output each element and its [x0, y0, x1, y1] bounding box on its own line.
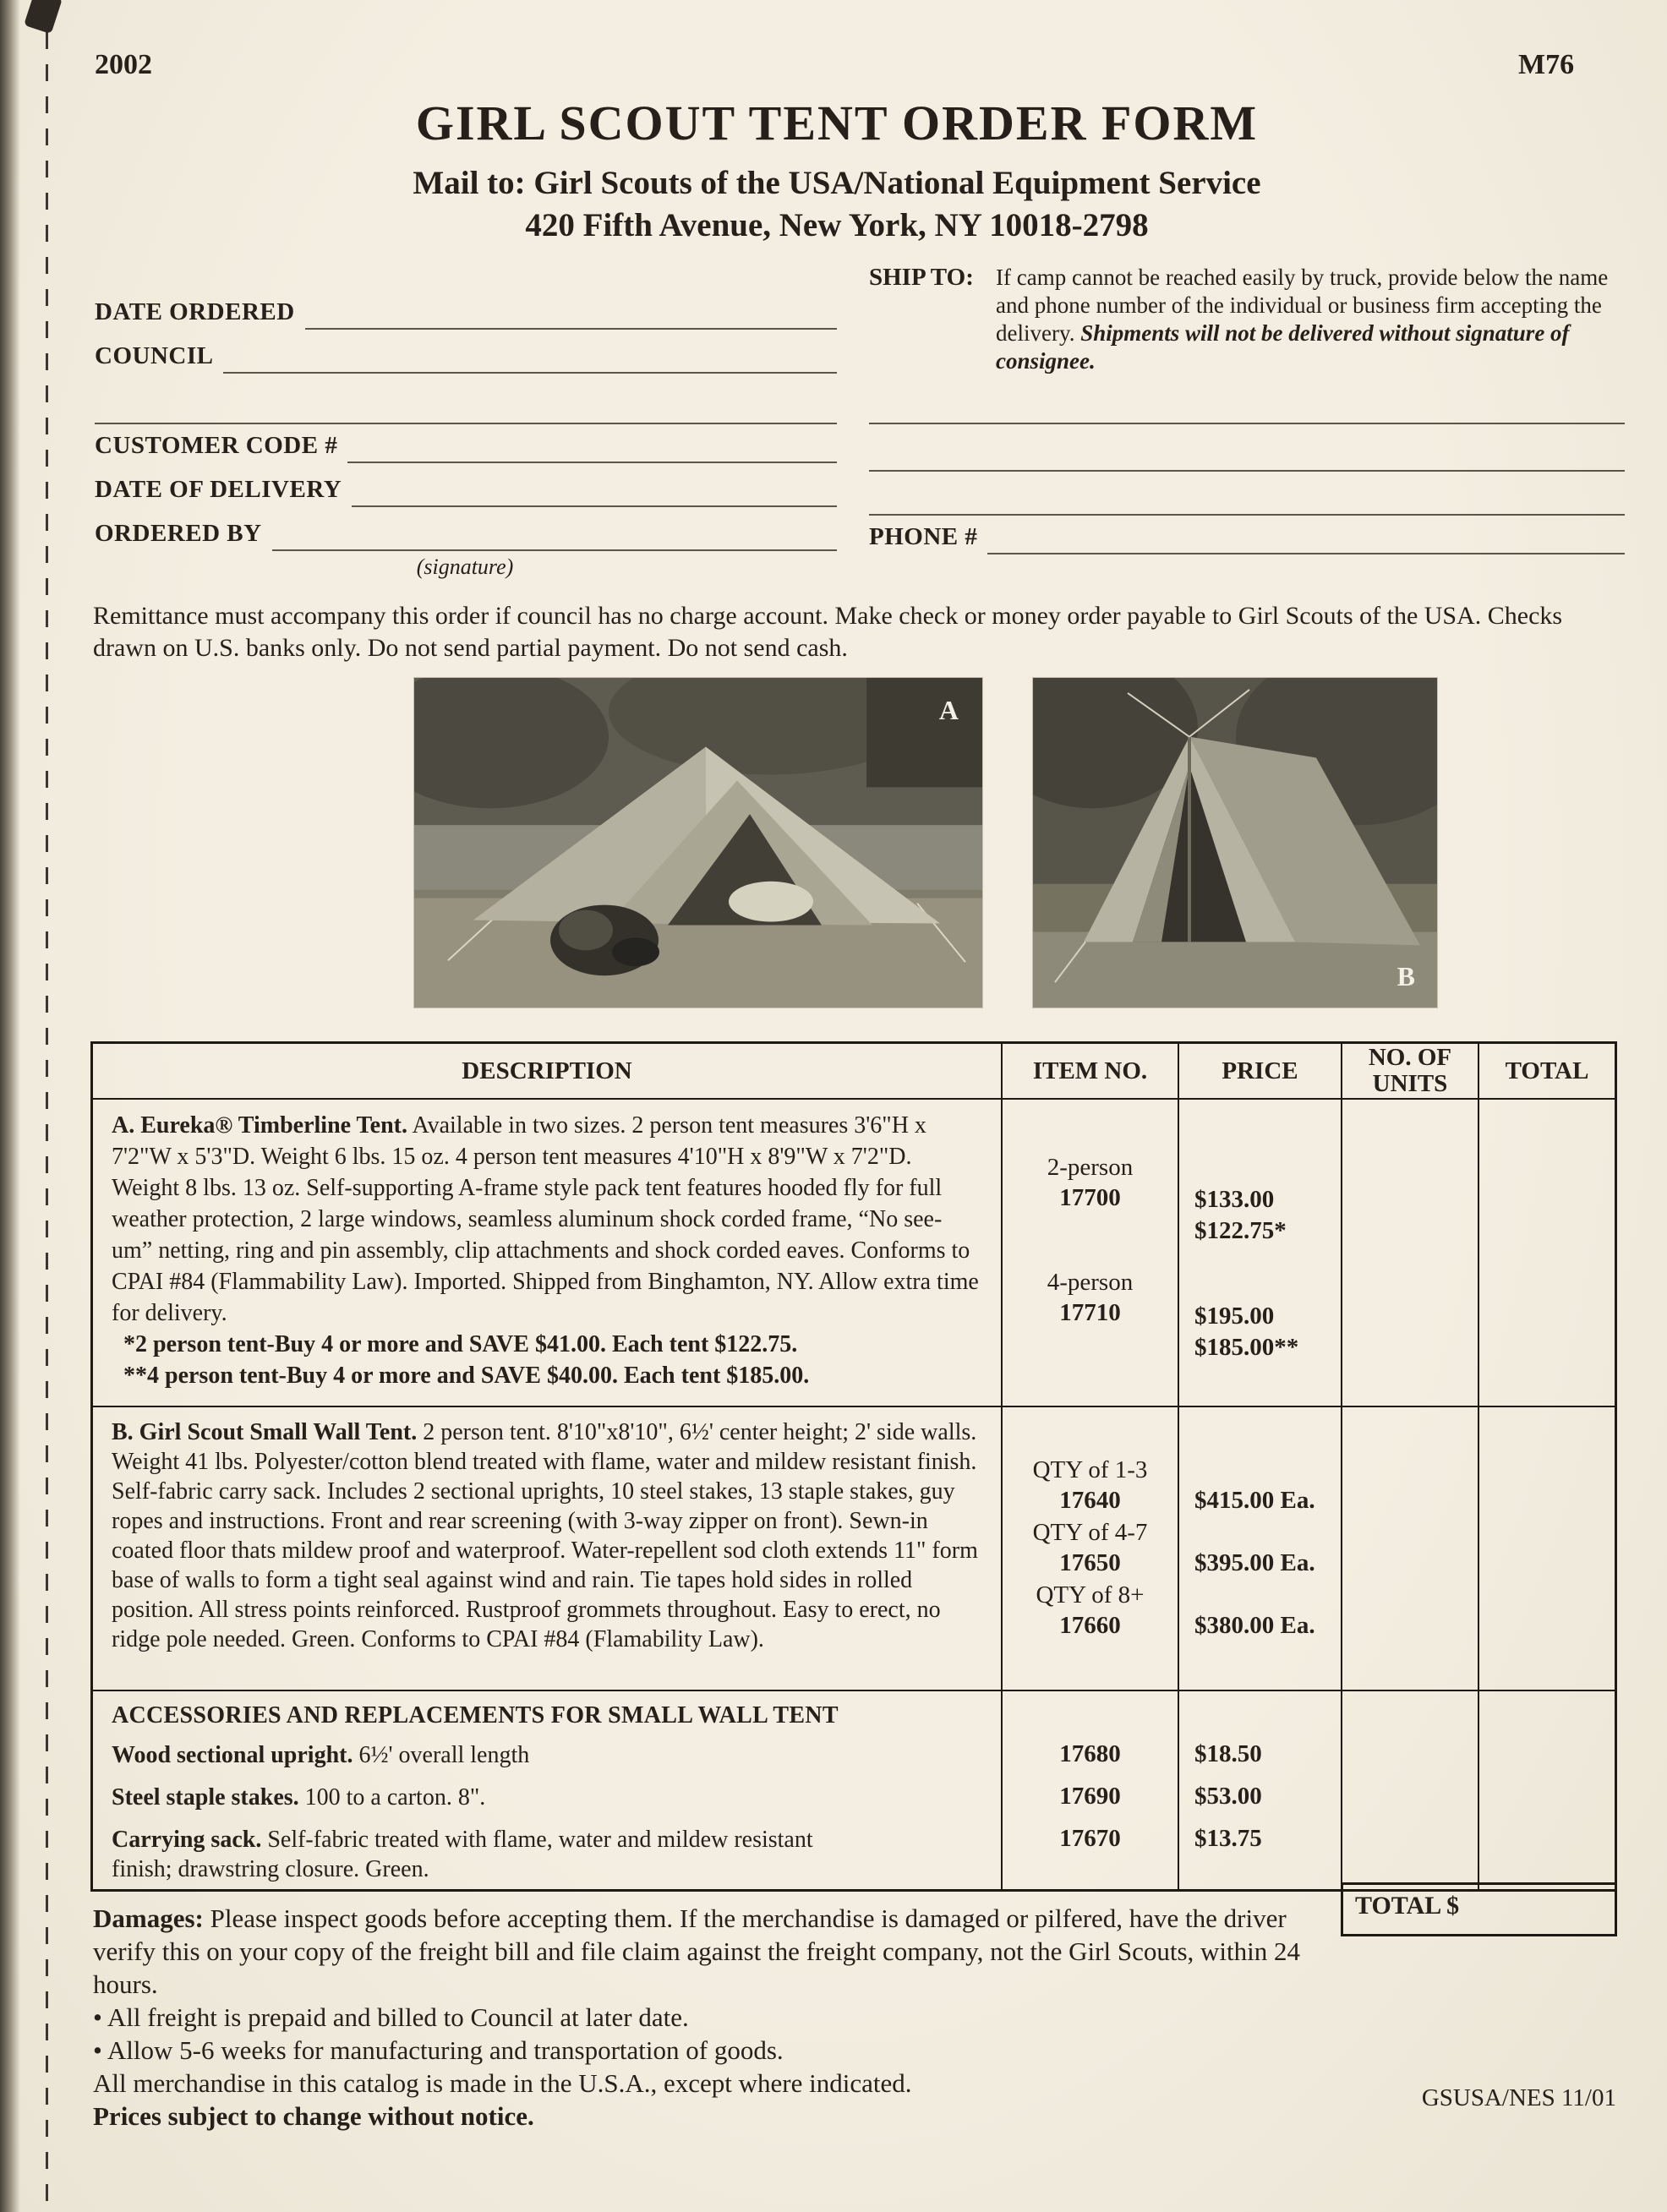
- damages-body: Please inspect goods before accepting them. If the merchandise is damaged or pilfered, have the driver verify this on your copy of the freight bill and file claim against the freight company, not the Girl Scouts, within 24 hours.: [93, 1903, 1300, 1999]
- accessories-header-price-cell: [1178, 1691, 1341, 1734]
- wall-tent-qty2-itemno: 17650: [1059, 1549, 1121, 1576]
- header-description: DESCRIPTION: [462, 1057, 632, 1084]
- date-of-delivery-label: DATE OF DELIVERY: [95, 476, 342, 503]
- wood-upright-title: Wood sectional upright.: [112, 1742, 353, 1768]
- footer-code: GSUSA/NES 11/01: [1421, 2084, 1616, 2111]
- timberline-4person-price: [1194, 1301, 1298, 1363]
- timberline-itemno-cell: [1001, 1100, 1178, 1406]
- scan-edge: [0, 0, 20, 2212]
- tent-a-image: [414, 678, 982, 1008]
- carrying-sack-title: Carrying sack.: [112, 1827, 262, 1853]
- header-item-no: ITEM NO.: [1001, 1044, 1178, 1098]
- accessories-header-units-cell: [1341, 1691, 1478, 1734]
- timberline-2person-label: 2-person: [1047, 1154, 1134, 1181]
- wall-tent-qty1-itemno: 17640: [1059, 1487, 1121, 1514]
- remittance-note: Remittance must accompany this order if council has no charge account. Make check or money order payable to Girl Scouts of the USA. Checks drawn on U.S. banks only. Do not send partial payment. Do not send cash.: [93, 602, 1563, 662]
- carrying-sack-units-cell[interactable]: [1341, 1818, 1478, 1889]
- ordered-by-label: ORDERED BY: [95, 520, 262, 547]
- accessory-row-carrying-sack: [93, 1818, 1615, 1889]
- carrying-sack-total-cell[interactable]: [1478, 1818, 1615, 1889]
- ship-to-label: SHIP TO:: [869, 264, 974, 291]
- timberline-body: Available in two sizes. 2 person tent measures 3'6"H x 7'2"W x 5'3"D. Weight 6 lbs. 15 oz. 4 person tent measures 4'10"H x 8'9"W x 7'2"D. Weight 8 lbs. 13 oz. Self-supporting A-frame style pack tent features hooded fly for full weather protection, 2 large windows, seamless aluminum shock corded frame, “No see-um” netting, ring and pin assembly, clip attachments and shock corded eaves. Conforms to CPAI #84 (Flammability Law). Imported. Shipped from Binghamton, NY. Allow extra time for delivery.: [112, 1112, 979, 1326]
- photo-a-label: A: [938, 695, 959, 725]
- date-ordered-label: DATE ORDERED: [95, 298, 295, 325]
- ordered-by-row: [95, 517, 837, 551]
- timberline-total-cell[interactable]: [1478, 1100, 1615, 1406]
- form-title: GIRL SCOUT TENT ORDER FORM: [415, 96, 1259, 150]
- wood-upright-price: $18.50: [1178, 1734, 1341, 1776]
- timberline-description: [112, 1110, 982, 1329]
- header-price: PRICE: [1178, 1044, 1341, 1098]
- wall-tent-qty3-itemno: 17660: [1059, 1612, 1121, 1639]
- customer-code-label: CUSTOMER CODE #: [95, 432, 338, 459]
- timberline-4person-price-discount: $185.00**: [1194, 1334, 1299, 1361]
- wood-upright-units-cell[interactable]: [1341, 1734, 1478, 1776]
- wall-tent-qty3-price: $380.00 Ea.: [1194, 1612, 1315, 1639]
- ship-to-line-2-row: [869, 438, 1625, 472]
- timberline-note-1: *2 person tent-Buy 4 or more and SAVE $41.00. Each tent $122.75.: [123, 1331, 798, 1357]
- wall-tent-title: B. Girl Scout Small Wall Tent.: [112, 1419, 418, 1445]
- council-row: [95, 340, 837, 374]
- timberline-price-cell: [1178, 1100, 1341, 1406]
- year-label: 2002: [95, 49, 152, 80]
- ship-to-text-emphasis: Shipments will not be delivered without signature of consignee.: [996, 320, 1570, 374]
- order-table: [90, 1041, 1617, 1892]
- phone-label: PHONE #: [869, 523, 978, 550]
- timberline-2person-price-list: $133.00: [1194, 1186, 1275, 1213]
- ordered-by-signature-field[interactable]: [272, 516, 837, 551]
- table-header-row: [93, 1044, 1615, 1098]
- scan-blot: [24, 0, 63, 34]
- wall-tent-itemno-cell: [1001, 1407, 1178, 1690]
- accessories-header-total-cell: [1478, 1691, 1615, 1734]
- grand-total-box[interactable]: [1341, 1882, 1617, 1936]
- carrying-sack-itemno: 17670: [1001, 1818, 1178, 1889]
- tent-b-image: [1033, 678, 1437, 1008]
- date-of-delivery-row: [95, 473, 837, 507]
- wall-tent-qty1-price: $415.00 Ea.: [1194, 1487, 1315, 1514]
- wood-upright-itemno: 17680: [1001, 1734, 1178, 1776]
- ship-to-line-1-row: [869, 391, 1625, 424]
- timberline-4person-price-list: $195.00: [1194, 1303, 1275, 1330]
- form-code-label: M76: [1518, 49, 1575, 80]
- accessories-header: ACCESSORIES AND REPLACEMENTS FOR SMALL WALL TENT: [112, 1702, 839, 1729]
- date-of-delivery-field[interactable]: [352, 472, 837, 507]
- wall-tent-description: [112, 1417, 982, 1654]
- wall-tent-description-cell: [93, 1407, 1001, 1690]
- accessory-row-steel-stakes: [93, 1776, 1615, 1818]
- ship-to-line-3-row: [869, 482, 1625, 516]
- customer-code-field[interactable]: [347, 428, 837, 463]
- timberline-units-cell[interactable]: [1341, 1100, 1478, 1406]
- wall-tent-qty3-item: [1003, 1580, 1178, 1641]
- accessories-header-itemno-cell: [1001, 1691, 1178, 1734]
- timberline-4person-label: 4-person: [1047, 1269, 1134, 1296]
- wood-upright-body: 6½' overall length: [353, 1742, 530, 1768]
- grand-total-label: TOTAL $: [1355, 1892, 1460, 1920]
- photo-b-label: B: [1396, 961, 1415, 991]
- steel-stakes-title: Steel staple stakes.: [112, 1784, 299, 1811]
- signature-note: (signature): [416, 554, 514, 579]
- council-field[interactable]: [223, 338, 837, 374]
- timberline-2person-price-discount: $122.75*: [1194, 1217, 1287, 1244]
- wood-upright-description: [93, 1734, 1001, 1776]
- ship-to-block: [869, 264, 1626, 375]
- timberline-note-2: **4 person tent-Buy 4 or more and SAVE $40.00. Each tent $185.00.: [123, 1363, 810, 1389]
- made-in-usa-note: All merchandise in this catalog is made in the U.S.A., except where indicated.: [93, 2068, 912, 2098]
- address-line: 420 Fifth Avenue, New York, NY 10018-2798: [525, 207, 1149, 243]
- timberline-4person-itemno: 17710: [1059, 1299, 1121, 1326]
- damages-label: Damages:: [93, 1903, 204, 1933]
- council-overflow-field[interactable]: [95, 389, 837, 424]
- accessories-header-row: [93, 1690, 1615, 1734]
- prices-note: Prices subject to change without notice.: [93, 2101, 534, 2131]
- timberline-4person-item: [1003, 1267, 1178, 1328]
- ship-to-line-1-field[interactable]: [869, 389, 1625, 424]
- freight-note: • All freight is prepaid and billed to Council at later date.: [93, 2002, 689, 2032]
- wall-tent-qty1-item: [1003, 1455, 1178, 1516]
- carrying-sack-body: Self-fabric treated with flame, water and mildew resistant finish; drawstring closure. Green.: [112, 1827, 813, 1882]
- carrying-sack-description: [93, 1818, 1001, 1889]
- accessory-row-wood-upright: [93, 1734, 1615, 1776]
- phone-field[interactable]: [987, 517, 1625, 554]
- ship-to-text: [996, 264, 1626, 375]
- wall-tent-price-cell: [1178, 1407, 1341, 1690]
- damages-note: [93, 1902, 1336, 2001]
- council-overflow-row: [95, 391, 837, 424]
- steel-stakes-total-cell[interactable]: [1478, 1776, 1615, 1818]
- wall-tent-qty2-label: QTY of 4-7: [1032, 1519, 1148, 1546]
- timberline-description-cell: [93, 1100, 1001, 1406]
- wall-tent-units-cell[interactable]: [1341, 1407, 1478, 1690]
- wall-tent-qty2-price: $395.00 Ea.: [1194, 1549, 1315, 1576]
- lead-time-note: • Allow 5-6 weeks for manufacturing and transportation of goods.: [93, 2035, 784, 2065]
- ship-to-line-3-field[interactable]: [869, 480, 1625, 516]
- steel-stakes-price: $53.00: [1178, 1776, 1341, 1818]
- wood-upright-total-cell[interactable]: [1478, 1734, 1615, 1776]
- perforation-line: [46, 0, 48, 2212]
- carrying-sack-price: $13.75: [1178, 1818, 1341, 1889]
- steel-stakes-body: 100 to a carton. 8".: [298, 1784, 486, 1811]
- timberline-2person-item: [1003, 1152, 1178, 1213]
- tent-photo-a: [414, 678, 982, 1008]
- table-row-wall-tent: [93, 1406, 1615, 1690]
- timberline-2person-itemno: 17700: [1059, 1184, 1121, 1211]
- table-row-timberline: [93, 1098, 1615, 1406]
- council-label: COUNCIL: [95, 342, 214, 369]
- footer-notes: [93, 1902, 1336, 2133]
- customer-code-row: [95, 429, 837, 463]
- timberline-2person-price: [1194, 1184, 1287, 1247]
- wall-tent-total-cell[interactable]: [1478, 1407, 1615, 1690]
- date-ordered-field[interactable]: [305, 294, 837, 330]
- header-units: NO. OF UNITS: [1341, 1044, 1478, 1098]
- mail-to-line: Mail to: Girl Scouts of the USA/National Equipment Service: [413, 165, 1261, 201]
- ship-to-text-normal: If camp cannot be reached easily by truck, provide below the name and phone number of the individual or business firm accepting the delivery.: [996, 265, 1609, 346]
- wall-tent-qty3-label: QTY of 8+: [1036, 1581, 1145, 1608]
- date-ordered-row: [95, 296, 837, 330]
- steel-stakes-itemno: 17690: [1001, 1776, 1178, 1818]
- steel-stakes-units-cell[interactable]: [1341, 1776, 1478, 1818]
- steel-stakes-description: [93, 1776, 1001, 1818]
- phone-row: [869, 519, 1625, 554]
- timberline-title: A. Eureka® Timberline Tent.: [112, 1112, 407, 1139]
- tent-photo-b: [1033, 678, 1437, 1008]
- ship-to-line-2-field[interactable]: [869, 436, 1625, 472]
- wall-tent-body: 2 person tent. 8'10"x8'10", 6½' center height; 2' side walls. Weight 41 lbs. Polyester/cotton blend treated with flame, water and mildew resistant finish. Self-fabric carry sack. Includes 2 sectional uprights, 10 steel stakes, 13 staple stakes, guy ropes and instructions. Front and rear screening (with 3-way zipper on front). Sewn-in coated floor thats mildew proof and waterproof. Water-repellent sod cloth extends 11" form base of walls to form a tight seal against wind and rain. Tie tapes hold sides in rolled position. All stress points reinforced. Rustproof grommets throughout. Easy to erect, no ridge pole needed. Green. Conforms to CPAI #84 (Flamability Law).: [112, 1419, 978, 1652]
- wall-tent-qty2-item: [1003, 1517, 1178, 1578]
- wall-tent-qty1-label: QTY of 1-3: [1032, 1456, 1148, 1483]
- header-total: TOTAL: [1478, 1044, 1615, 1098]
